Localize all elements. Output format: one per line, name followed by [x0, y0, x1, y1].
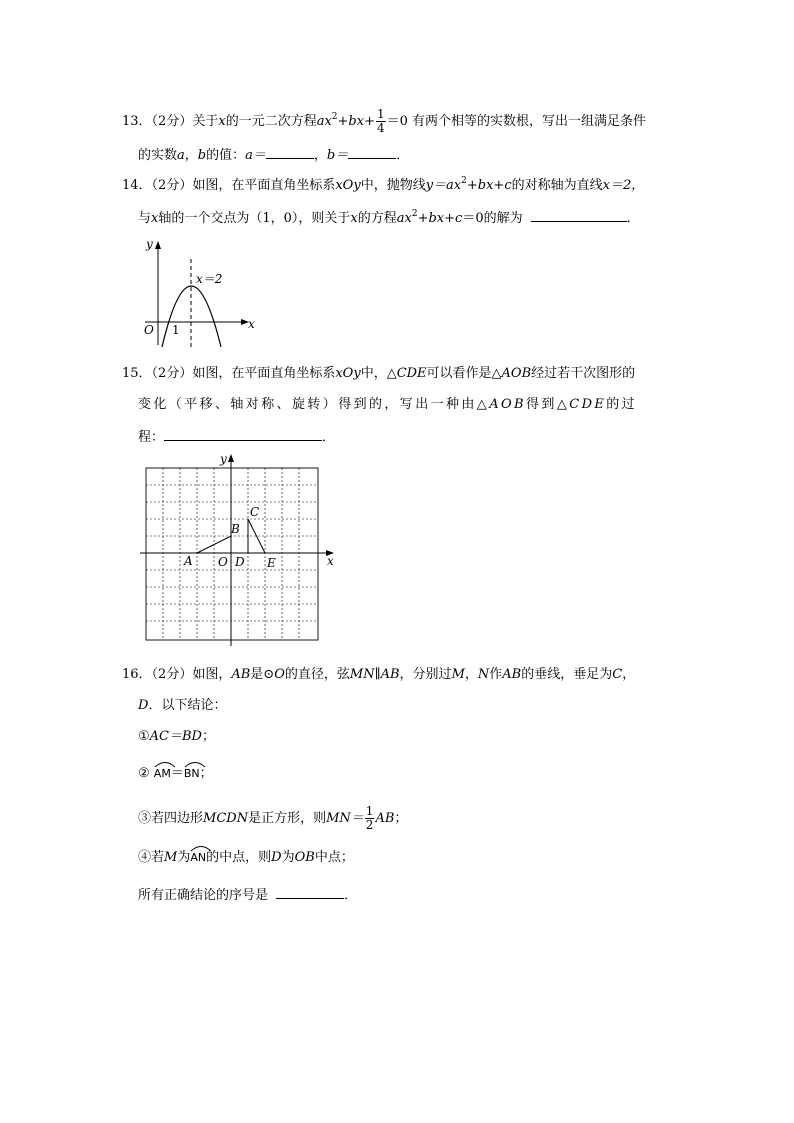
q14-text: 中，抛物线 [360, 178, 426, 193]
q16-text: 为 [281, 850, 295, 865]
q16-text: 的中点，则 [206, 850, 272, 865]
q15-line1 [122, 366, 635, 382]
q16-conclusion-4 [138, 850, 354, 866]
q14-number: 14． [122, 178, 152, 193]
q15-score: （2分） [151, 366, 193, 381]
grid-figure [140, 450, 340, 650]
label-x: x [248, 317, 255, 331]
q16-line2 [138, 698, 226, 714]
grid-lines [146, 468, 318, 640]
q13-text: 关于 [192, 114, 219, 129]
arc-symbol [154, 760, 176, 768]
q16-text: 若 [151, 850, 165, 865]
label-x: x [327, 554, 334, 568]
q14-score: （2分） [151, 178, 193, 193]
point-o: O [274, 667, 285, 682]
arc-symbol [184, 760, 206, 768]
point-n: N [477, 667, 490, 682]
answer-blank-a[interactable] [266, 146, 314, 159]
punct: ； [199, 766, 213, 781]
q16-conclusion-3 [138, 805, 407, 832]
q16-text: 所有正确结论的序号是 [138, 888, 269, 903]
q16-text: 中点； [314, 850, 354, 865]
seg-ab: AB [375, 811, 395, 826]
tri-aob: AOB [489, 397, 527, 412]
q13-number: 13． [122, 114, 152, 129]
label-c: C [250, 505, 260, 519]
q13-score: （2分） [151, 114, 193, 129]
q15-line2 [138, 397, 637, 413]
punct: ； [201, 729, 215, 744]
point-m: M [164, 850, 178, 865]
q14-text: 的方程 [357, 211, 397, 226]
point-m: M [451, 667, 465, 682]
var-x: x [218, 114, 226, 129]
exponent: 2 [411, 209, 418, 219]
equation: ax [316, 114, 332, 129]
punct: ； [394, 811, 408, 826]
equation: ax [396, 211, 412, 226]
tri-cde: CDE [396, 366, 427, 381]
seg-ob: OB [294, 850, 315, 865]
circled-number: ③ [138, 811, 152, 826]
punct: ． [322, 430, 336, 445]
point-c: C [612, 667, 623, 682]
q15-text: 变化（平移、轴对称、旋转）得到的，写出一种由△ [138, 397, 490, 412]
q15-text: 程： [138, 430, 165, 445]
xoy: xOy [335, 178, 361, 193]
q14-text: 与 [138, 211, 152, 226]
circled-number: ④ [138, 850, 152, 865]
point-d: D [271, 850, 282, 865]
xoy: xOy [335, 366, 361, 381]
q16-text: 是⊙ [250, 667, 275, 682]
fraction-one-quarter [376, 108, 386, 135]
label-e: E [267, 556, 276, 570]
q16-conclusion-2 [138, 766, 213, 782]
circled-number: ① [138, 729, 150, 744]
fraction-numerator: 1 [376, 107, 385, 121]
fraction-one-half [365, 805, 375, 832]
q16-line1 [122, 667, 635, 683]
label-o: O [218, 555, 228, 569]
q15-number: 15． [122, 366, 152, 381]
seg-ab: AB [231, 667, 251, 682]
label-b: B [231, 522, 240, 536]
answer-blank-b[interactable] [348, 146, 396, 159]
q16-text: 的垂线，垂足为 [521, 667, 613, 682]
label-y: y [146, 237, 153, 251]
b-equals: b＝ [326, 148, 349, 163]
punct: ． [626, 211, 640, 226]
punct: ， [184, 148, 198, 163]
punct: ． [396, 148, 410, 163]
y-axis-arrow [228, 454, 234, 462]
equation: +bx+c [417, 211, 463, 226]
exponent: 2 [461, 176, 467, 186]
equation: y＝ax [425, 178, 462, 193]
seg-mn: MN [349, 667, 375, 682]
arc-label: AN [190, 851, 207, 864]
label-d: D [235, 555, 245, 569]
fraction-denominator: 4 [376, 121, 385, 135]
arc-label: BN [183, 767, 200, 780]
punct: ， [313, 148, 327, 163]
fraction-numerator: 1 [365, 804, 374, 818]
q14-text: 的对称轴为直线 [511, 178, 603, 193]
q16-text: 是正方形，则 [248, 811, 327, 826]
q15-text: 的过 [606, 397, 638, 412]
q13-line2 [138, 146, 409, 164]
q15-text: 可以看作是△ [426, 366, 502, 381]
q16-text: 作 [489, 667, 503, 682]
arc-label: AM [153, 767, 171, 780]
answer-blank-q14[interactable] [531, 209, 627, 222]
tri-aob: AOB [501, 366, 532, 381]
circled-number: ② [138, 766, 150, 781]
point-d: D [138, 698, 149, 713]
q13-text: 的实数 [138, 148, 178, 163]
equals-sign: ＝ [170, 766, 184, 781]
q15-text: 得到△ [526, 397, 570, 412]
label-x-eq-2: x＝2 [196, 272, 223, 286]
arc-am [154, 766, 171, 782]
y-axis-arrow [155, 241, 161, 249]
q13-text: ＝0 有两个相等的实数根，写出一组满足条件 [386, 114, 647, 129]
var-x: x [151, 211, 159, 226]
label-one: 1 [172, 323, 180, 337]
equation: MN＝ [326, 811, 364, 826]
label-o: O [144, 323, 154, 337]
punct: ， [622, 667, 636, 682]
q13-line1 [122, 108, 646, 135]
answer-blank-q15[interactable] [164, 428, 322, 441]
punct: ． [344, 888, 358, 903]
q14-line2 [138, 209, 640, 227]
q16-text: 如图， [192, 667, 232, 682]
equation: +bx+c [466, 178, 512, 193]
q15-text: 经过若干次图形的 [531, 366, 636, 381]
parallel-sign: ∥ [374, 667, 381, 682]
q14-text: 如图，在平面直角坐标系 [192, 178, 336, 193]
a-equals: a＝ [245, 148, 266, 163]
label-a: A [184, 554, 193, 568]
fraction-denominator: 2 [365, 818, 374, 832]
var-a: a [177, 148, 185, 163]
arc-bn [184, 766, 200, 782]
seg-ab: AB [502, 667, 522, 682]
arc-symbol [190, 844, 212, 852]
exponent: 2 [331, 112, 338, 122]
arc-an [190, 850, 206, 866]
parabola-figure [135, 235, 260, 350]
var-b: b [197, 148, 207, 163]
q13-text: 的值： [206, 148, 246, 163]
q16-text: 的直径，弦 [284, 667, 350, 682]
q16-text: ，分别过 [399, 667, 452, 682]
q16-number: 16． [122, 667, 152, 682]
q14-text: ＝0的解为 [462, 211, 523, 226]
q15-line3 [138, 428, 335, 446]
q16-final [138, 886, 357, 904]
seg-ab: AB [380, 667, 400, 682]
tri-cde: CDE [569, 397, 607, 412]
q16-conclusion-1 [138, 729, 215, 745]
q16-text: ．以下结论： [148, 698, 227, 713]
q14-line1 [122, 178, 644, 194]
quad-mcdn: MCDN [203, 811, 249, 826]
answer-blank-q16[interactable] [276, 886, 344, 899]
q14-text: 轴的一个交点为（1，0），则关于 [158, 211, 351, 226]
q16-score: （2分） [151, 667, 193, 682]
q13-text: 的一元二次方程 [225, 114, 317, 129]
equation: AC＝BD [149, 729, 202, 744]
q16-text: 若四边形 [151, 811, 204, 826]
label-y: y [220, 452, 227, 466]
q15-text: 中，△ [360, 366, 397, 381]
q15-text: 如图，在平面直角坐标系 [192, 366, 336, 381]
q16-text: 为 [177, 850, 191, 865]
var-x: x [350, 211, 358, 226]
triangle-aob [197, 536, 231, 553]
equation: +bx+ [337, 114, 375, 129]
symmetry-axis: x＝2， [602, 178, 645, 193]
grid-border [146, 468, 318, 640]
punct: ， [464, 667, 478, 682]
